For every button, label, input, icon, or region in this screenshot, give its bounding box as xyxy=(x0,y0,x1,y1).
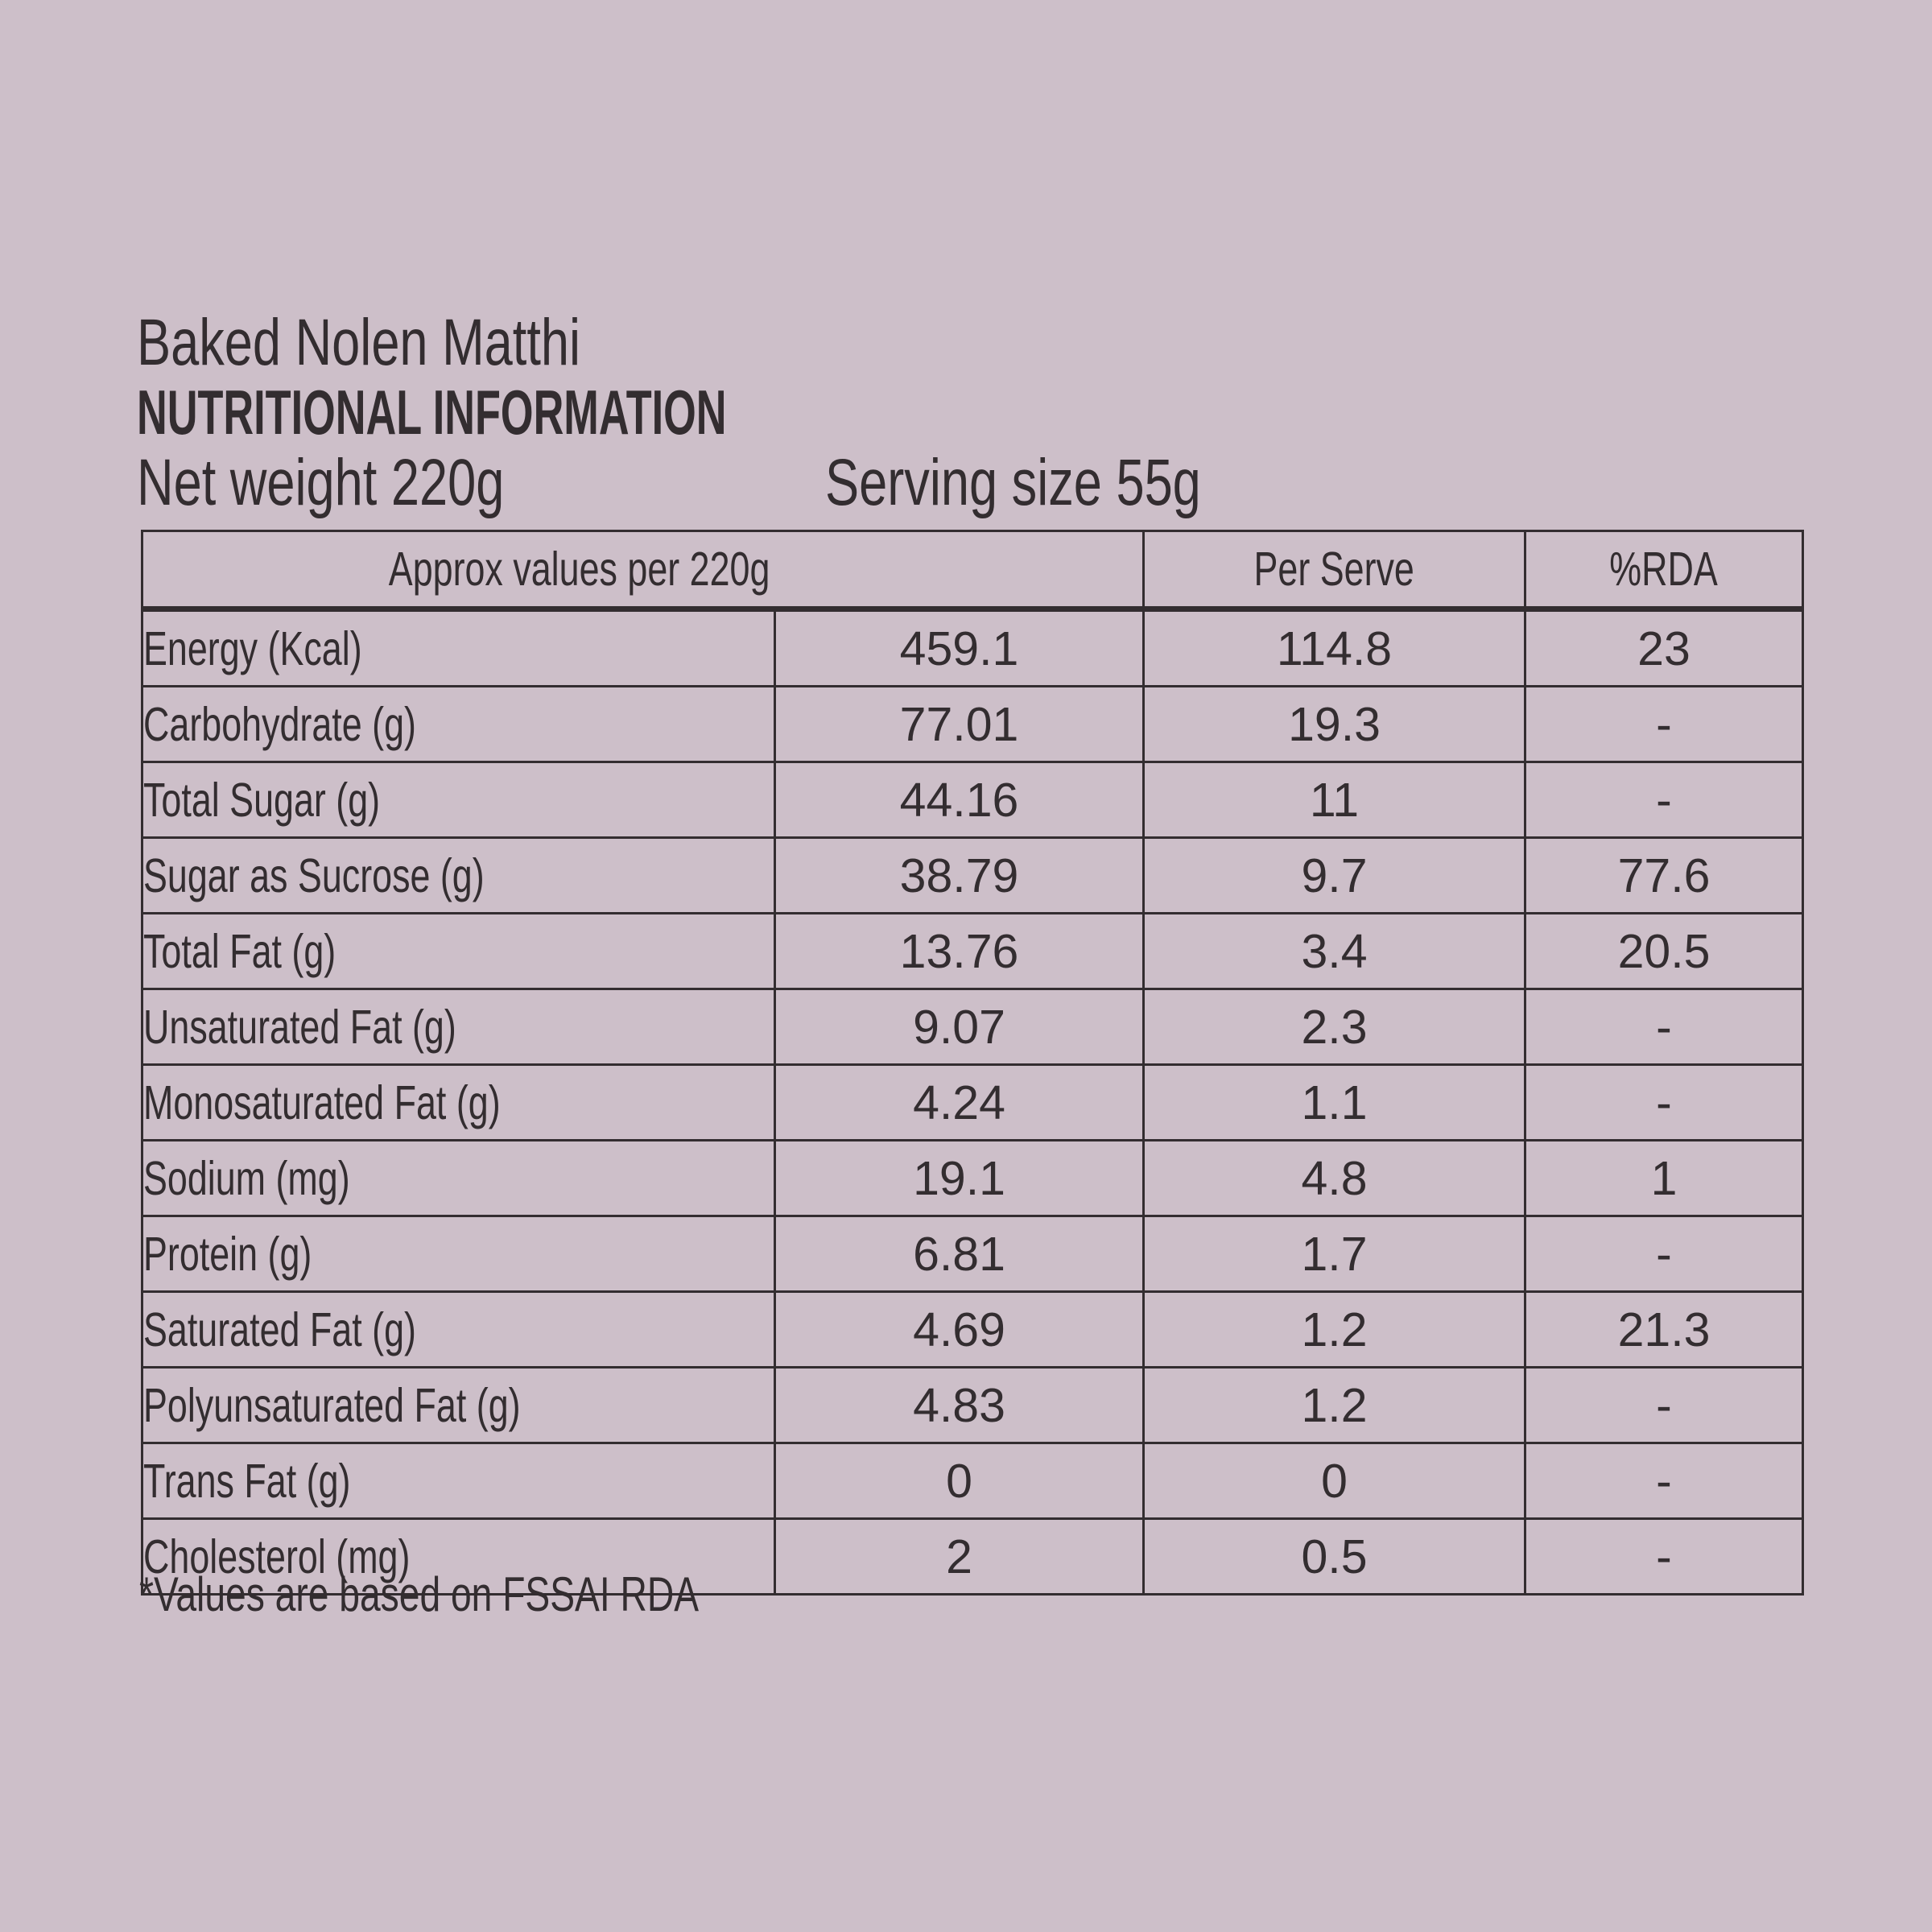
nutrient-label: Sugar as Sucrose (g) xyxy=(143,848,485,902)
nutrient-label: Unsaturated Fat (g) xyxy=(143,1000,456,1054)
nutrient-label: Total Sugar (g) xyxy=(143,773,381,827)
rda-value-cell: - xyxy=(1525,1216,1803,1292)
rda-value-cell: - xyxy=(1525,1368,1803,1443)
table-row xyxy=(142,838,1803,914)
nutrition-table xyxy=(141,530,1804,1596)
per-serve-value-cell: 9.7 xyxy=(1144,838,1525,914)
nutrient-label: Monosaturated Fat (g) xyxy=(143,1075,501,1129)
per-220g-value-cell: 6.81 xyxy=(775,1216,1144,1292)
per-serve-value-cell: 2.3 xyxy=(1144,989,1525,1065)
serving-size-text: Serving size 55g xyxy=(825,446,1201,519)
table-header-row xyxy=(142,531,1803,609)
nutrient-label-cell xyxy=(142,1065,775,1141)
nutrient-label-cell xyxy=(142,1292,775,1368)
product-name: Baked Nolen Matthi xyxy=(137,306,581,379)
rda-value-cell: - xyxy=(1525,1443,1803,1519)
nutrient-label: Total Fat (g) xyxy=(143,924,336,978)
nutrient-label-cell xyxy=(142,1216,775,1292)
rda-value-cell: 20.5 xyxy=(1525,914,1803,989)
table-row xyxy=(142,687,1803,762)
rda-value-cell: 1 xyxy=(1525,1141,1803,1216)
per-220g-value-cell: 0 xyxy=(775,1443,1144,1519)
per-serve-value-cell: 0 xyxy=(1144,1443,1525,1519)
nutrient-label-cell xyxy=(142,762,775,838)
nutrient-label-cell xyxy=(142,989,775,1065)
table-row xyxy=(142,609,1803,687)
nutrient-label: Protein (g) xyxy=(143,1227,312,1281)
per-220g-value-cell: 2 xyxy=(775,1519,1144,1595)
per-220g-value-cell: 4.24 xyxy=(775,1065,1144,1141)
rda-value-cell: - xyxy=(1525,1519,1803,1595)
per-serve-value-cell: 0.5 xyxy=(1144,1519,1525,1595)
table-row xyxy=(142,914,1803,989)
nutrient-label: Saturated Fat (g) xyxy=(143,1302,416,1356)
per-220g-value-cell: 77.01 xyxy=(775,687,1144,762)
per-220g-value-cell: 13.76 xyxy=(775,914,1144,989)
per-220g-value-cell: 459.1 xyxy=(775,609,1144,687)
table-row xyxy=(142,989,1803,1065)
per-serve-value-cell: 3.4 xyxy=(1144,914,1525,989)
nutrient-label: Trans Fat (g) xyxy=(143,1454,351,1508)
table-row xyxy=(142,1443,1803,1519)
table-row xyxy=(142,762,1803,838)
rda-value-cell: 77.6 xyxy=(1525,838,1803,914)
per-220g-value-cell: 4.83 xyxy=(775,1368,1144,1443)
net-weight-text: Net weight 220g xyxy=(137,446,505,519)
per-220g-value-cell: 19.1 xyxy=(775,1141,1144,1216)
nutrient-label: Sodium (mg) xyxy=(143,1151,350,1205)
table-row xyxy=(142,1065,1803,1141)
rda-value-cell: - xyxy=(1525,687,1803,762)
rda-value-cell: 23 xyxy=(1525,609,1803,687)
nutrient-label: Carbohydrate (g) xyxy=(143,697,416,751)
nutrient-label-cell xyxy=(142,914,775,989)
nutrient-label-cell xyxy=(142,1368,775,1443)
header-per-serve-cell xyxy=(1144,531,1525,609)
per-serve-value-cell: 19.3 xyxy=(1144,687,1525,762)
table-row xyxy=(142,1141,1803,1216)
per-serve-value-cell: 4.8 xyxy=(1144,1141,1525,1216)
nutrient-label-cell xyxy=(142,1141,775,1216)
nutrient-label-cell xyxy=(142,838,775,914)
nutrient-label: Polyunsaturated Fat (g) xyxy=(143,1378,521,1432)
per-serve-value-cell: 114.8 xyxy=(1144,609,1525,687)
nutrient-label-cell xyxy=(142,1443,775,1519)
per-220g-value-cell: 38.79 xyxy=(775,838,1144,914)
per-220g-value-cell: 44.16 xyxy=(775,762,1144,838)
rda-value-cell: - xyxy=(1525,1065,1803,1141)
nutrient-label: Cholesterol (mg) xyxy=(143,1530,411,1583)
per-serve-value-cell: 1.2 xyxy=(1144,1292,1525,1368)
per-serve-value-cell: 1.7 xyxy=(1144,1216,1525,1292)
rda-value-cell: - xyxy=(1525,989,1803,1065)
table-row xyxy=(142,1292,1803,1368)
section-title: NUTRITIONAL INFORMATION xyxy=(137,377,727,448)
header-per-serve-label: Per Serve xyxy=(1253,543,1415,596)
footnote: *Values are based on FSSAI RDA xyxy=(139,1567,700,1621)
per-serve-value-cell: 11 xyxy=(1144,762,1525,838)
nutrient-label-cell xyxy=(142,687,775,762)
table-row xyxy=(142,1368,1803,1443)
table-row xyxy=(142,1216,1803,1292)
nutrient-label: Energy (Kcal) xyxy=(143,621,362,675)
header-approx-values-label: Approx values per 220g xyxy=(388,543,770,596)
rda-value-cell: 21.3 xyxy=(1525,1292,1803,1368)
header-rda-cell xyxy=(1525,531,1803,609)
per-serve-value-cell: 1.1 xyxy=(1144,1065,1525,1141)
per-serve-value-cell: 1.2 xyxy=(1144,1368,1525,1443)
rda-value-cell: - xyxy=(1525,762,1803,838)
header-approx-values-cell xyxy=(142,531,1144,609)
per-220g-value-cell: 4.69 xyxy=(775,1292,1144,1368)
nutrient-label-cell xyxy=(142,609,775,687)
header-rda-label: %RDA xyxy=(1609,543,1719,596)
per-220g-value-cell: 9.07 xyxy=(775,989,1144,1065)
